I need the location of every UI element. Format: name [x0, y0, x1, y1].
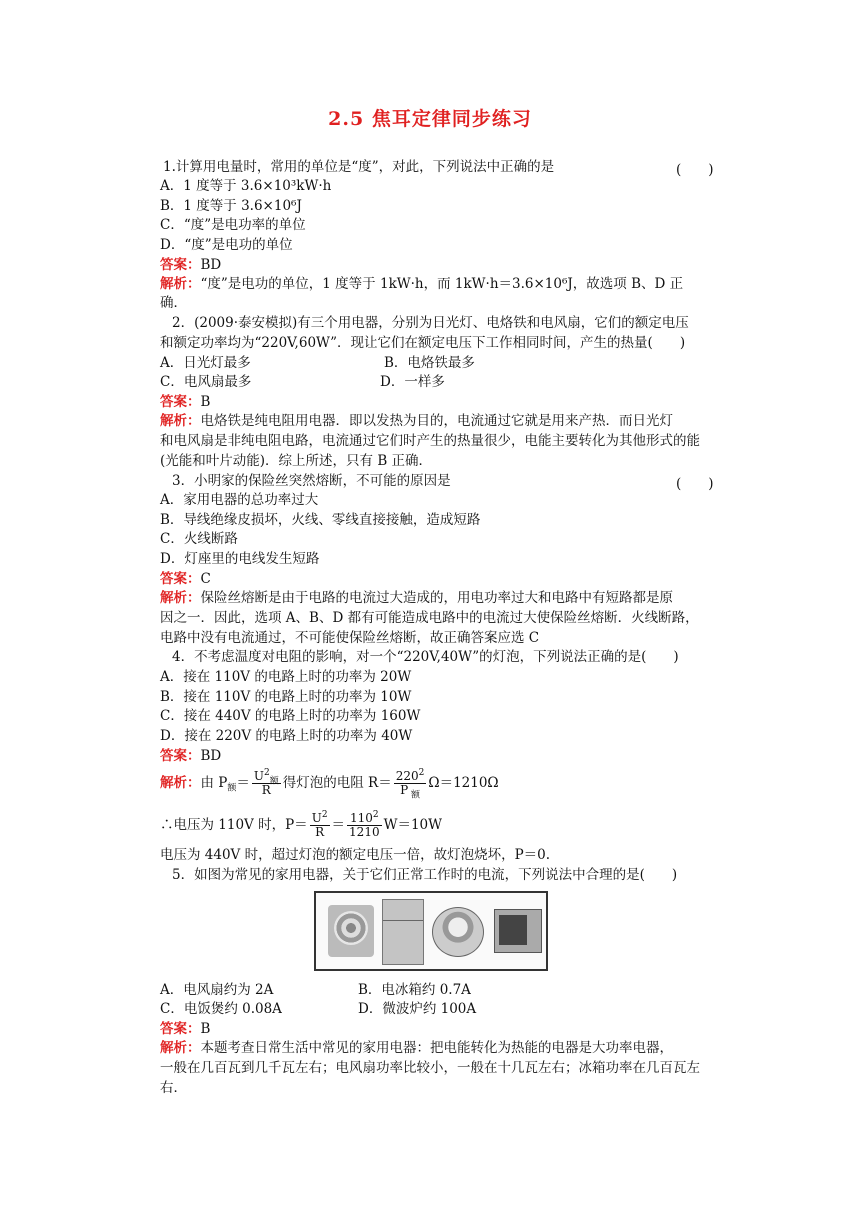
electric-fan-image [328, 905, 374, 957]
answer-value: BD [200, 257, 222, 273]
formula-text: 由 P [200, 775, 228, 791]
q1-paren: ( ) [676, 162, 714, 178]
fraction-110-squared-over-1210: $\frac{110^2}{1210}$ [349, 810, 380, 839]
q2-option-d: D．一样多 [380, 374, 445, 390]
answer-label: 答案： [160, 257, 201, 273]
q2-stem-line2: 和额定功率均为“220V,60W”．现让它们在额定电压下工作相同时间，产生的热量( ) [160, 335, 686, 351]
q1-option-c: C．“度”是电功率的单位 [160, 217, 306, 233]
q1-explanation-line2: 确． [160, 295, 187, 311]
explanation-label: 解析： [160, 276, 201, 292]
q3-explanation-line3: 电路中没有电流通过，不可能使保险丝熔断，故正确答案应选 C [160, 630, 540, 646]
q3-stem: 3．小明家的保险丝突然熔断，不可能的原因是 [172, 473, 451, 489]
q4-option-a: A．接在 110V 的电路上时的功率为 20W [160, 669, 412, 685]
fraction-220-squared-over-p: $\frac{220^2}{P _额}$ [395, 768, 425, 801]
answer-value: BD [200, 748, 222, 764]
refrigerator-image [382, 899, 424, 965]
explanation-label: 解析： [160, 590, 201, 606]
formula-equals: ＝ [331, 817, 346, 833]
explanation-label: 解析： [160, 413, 201, 429]
formula-equals: ＝ [236, 775, 250, 791]
q5-option-d: D．微波炉约 100A [358, 1001, 477, 1017]
formula-result: Ω＝1210Ω [428, 775, 499, 791]
q1-explanation-line1 [160, 275, 683, 294]
q1-option-b: B．1 度等于 3.6×10⁶J [160, 198, 302, 214]
formula-text: ∴电压为 110V 时，P＝ [160, 817, 308, 833]
q4-explanation-line3: 电压为 440V 时，超过灯泡的额定电压一倍，故灯泡烧坏，P＝0. [160, 847, 551, 863]
q2-explanation-line2: 和电风扇是非纯电阻电路，电流通过它们时产生的热量很少，电能主要转化为其他形式的能 [160, 433, 700, 449]
q2-stem-line1: 2．(2009·泰安模拟)有三个用电器，分别为日光灯、电烙铁和电风扇，它们的额定电压 [172, 315, 689, 331]
explanation-label: 解析： [160, 775, 201, 791]
appliances-figure [314, 891, 548, 971]
q2-option-b: B．电烙铁最多 [384, 355, 475, 371]
q4-stem: 4．不考虑温度对电阻的影响，对一个“220V,40W”的灯泡，下列说法正确的是( ) [172, 649, 679, 665]
q4-explanation-line2 [160, 812, 442, 839]
answer-label: 答案： [160, 571, 201, 587]
q5-option-a: A．电风扇约为 2A [160, 982, 274, 998]
fraction-u-squared-over-r: $\frac{U^2_额}{R}$ [253, 768, 279, 797]
q3-option-a: A．家用电器的总功率过大 [160, 492, 319, 508]
q1-stem: 1.计算用电量时，常用的单位是“度”，对此，下列说法中正确的是 [163, 159, 555, 175]
q1-option-d: D．“度”是电功的单位 [160, 237, 293, 253]
q4-answer [160, 747, 221, 766]
q5-explanation-line2: 一般在几百瓦到几千瓦左右；电风扇功率比较小，一般在十几瓦左右；冰箱功率在几百瓦左 [160, 1060, 700, 1076]
explanation-text: 保险丝熔断是由于电路的电流过大造成的，用电功率过大和电路中有短路都是原 [200, 590, 673, 606]
q3-answer [160, 570, 211, 589]
q2-explanation-line3: (光能和叶片动能)．综上所述，只有 B 正确． [160, 453, 433, 469]
answer-value: B [200, 1021, 211, 1037]
explanation-text: 本题考查日常生活中常见的家用电器：把电能转化为热能的电器是大功率电器， [200, 1040, 673, 1056]
subscript-rated: 额 [227, 783, 237, 794]
q2-answer [160, 393, 210, 412]
q5-answer [160, 1020, 210, 1039]
formula-result: W＝10W [383, 817, 443, 833]
q4-explanation-line1 [160, 768, 499, 801]
page-title: 2.5 焦耳定律同步练习 [328, 108, 532, 130]
formula-text: 得灯泡的电阻 R＝ [282, 775, 392, 791]
explanation-label: 解析： [160, 1040, 201, 1056]
answer-value: C [200, 571, 211, 587]
fraction-u-squared-over-r: $\frac{U^2}{R}$ [311, 810, 328, 839]
q3-explanation-line1 [160, 589, 673, 608]
q5-explanation-line1 [160, 1039, 673, 1058]
q1-option-a: A．1 度等于 3.6×10³kW·h [160, 178, 332, 194]
rice-cooker-image [432, 907, 484, 957]
q3-paren: ( ) [676, 476, 714, 492]
q2-option-a: A．日光灯最多 [160, 355, 251, 371]
q3-option-d: D．灯座里的电线发生短路 [160, 551, 320, 567]
q3-option-b: B．导线绝缘皮损坏，火线、零线直接接触，造成短路 [160, 512, 481, 528]
q1-answer [160, 256, 221, 275]
q5-explanation-line3: 右． [160, 1080, 187, 1096]
explanation-text: 电烙铁是纯电阻用电器．即以发热为目的，电流通过它就是用来产热．而日光灯 [200, 413, 673, 429]
answer-value: B [200, 394, 211, 410]
q5-option-c: C．电饭煲约 0.08A [160, 1001, 282, 1017]
q3-explanation-line2: 因之一．因此，选项 A、B、D 都有可能造成电路中的电流过大使保险丝熔断．火线断路， [160, 610, 699, 626]
q4-option-c: C．接在 440V 的电路上时的功率为 160W [160, 708, 421, 724]
answer-label: 答案： [160, 748, 201, 764]
answer-label: 答案： [160, 1021, 201, 1037]
q4-option-d: D．接在 220V 的电路上时的功率为 40W [160, 728, 413, 744]
q5-option-b: B．电冰箱约 0.7A [358, 982, 471, 998]
q2-option-c: C．电风扇最多 [160, 374, 252, 390]
microwave-image [494, 909, 542, 953]
answer-label: 答案： [160, 394, 201, 410]
q4-option-b: B．接在 110V 的电路上时的功率为 10W [160, 689, 412, 705]
q2-explanation-line1 [160, 412, 673, 431]
q3-option-c: C．火线断路 [160, 531, 238, 547]
q5-stem: 5．如图为常见的家用电器，关于它们正常工作时的电流，下列说法中合理的是( ) [172, 867, 678, 883]
explanation-text: “度”是电功的单位，1 度等于 1kW·h，而 1kW·h＝3.6×10⁶J，故选项 B、D 正 [200, 276, 684, 292]
